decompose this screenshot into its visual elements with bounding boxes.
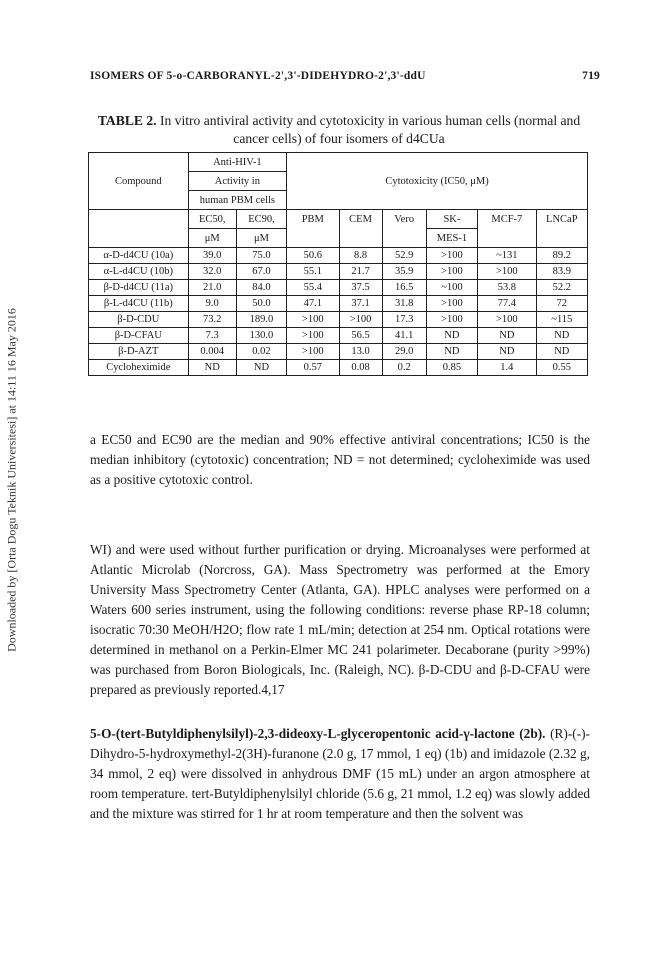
cell-pbm: 55.1 (287, 264, 339, 280)
cell-ec90: 84.0 (236, 280, 286, 296)
cell-pbm: 47.1 (287, 296, 339, 312)
cell-compound: α-D-d4CU (10a) (89, 248, 189, 264)
cell-cem: 37.5 (339, 280, 382, 296)
running-header (90, 70, 600, 82)
table-row (89, 296, 588, 312)
header-sk-line1: SK- (426, 210, 477, 229)
cell-compound: β-D-d4CU (11a) (89, 280, 189, 296)
cell-mcf7: ~131 (478, 248, 537, 264)
cell-ec50: 9.0 (188, 296, 236, 312)
table-row (89, 360, 588, 376)
header-ec90: EC90, (236, 210, 286, 229)
cell-lncap: 89.2 (536, 248, 587, 264)
cell-ec90: 50.0 (236, 296, 286, 312)
cell-sk: ND (426, 328, 477, 344)
table-caption (92, 112, 586, 148)
table-caption-text: In vitro antiviral activity and cytotoxicity in various human cells (normal and cancer cells) of four isomers of d4CUa (159, 113, 581, 146)
cell-vero: 41.1 (382, 328, 426, 344)
cell-sk: >100 (426, 312, 477, 328)
cell-compound: β-D-CDU (89, 312, 189, 328)
download-stamp (2, 270, 22, 690)
section-text: (R)-(-)-Dihydro-5-hydroxymethyl-2(3H)-furanone (2.0 g, 17 mmol, 1 eq) (1b) and imidazole (2.32 g, 34 mmol, 2 eq) were dissolved in anhydrous DMF (15 mL) under an argon atmosphere at room temperature. tert-Butyldiphenylsilyl chloride (5.6 g, 21 mmol, 1.2 eq) was slowly added and the mixture was stirred for 1 hr at room temperature and then the solvent was (90, 726, 590, 821)
header-ec50-unit: μM (188, 229, 236, 248)
cell-mcf7: 1.4 (478, 360, 537, 376)
cell-cem: 56.5 (339, 328, 382, 344)
cell-lncap: ND (536, 344, 587, 360)
body-paragraph-1: WI) and were used without further purification or drying. Microanalyses were performed at Atlantic Microlab (Norcross, GA). Mass Spectrometry was performed at the Emory University Mass Spectrometry Center (Atlanta, GA). HPLC analyses were performed on a Waters 600 series instrument, using the following conditions: reverse phase RP-18 column; isocratic 70:30 MeOH/H2O; flow rate 1 mL/min; detection at 254 nm. Optical rotations were determined in methanol on a Perkin-Elmer MC 241 polarimeter. Decaborane (purity >99%) was purchased from Boron Biologicals, Inc. (Raleigh, NC). β-D-CDU and β-D-CFAU were prepared as previously reported.4,17 (90, 542, 590, 697)
header-lncap: LNCaP (536, 210, 587, 248)
cell-compound: α-L-d4CU (10b) (89, 264, 189, 280)
table-row (89, 280, 588, 296)
cell-lncap: 0.55 (536, 360, 587, 376)
cell-cem: 37.1 (339, 296, 382, 312)
section-title: 5-O-(tert-Butyldiphenylsilyl)-2,3-dideoxy-L-glyceropentonic acid-γ-lactone (2b). (90, 726, 546, 741)
cell-mcf7: >100 (478, 264, 537, 280)
table-row (89, 264, 588, 280)
cell-pbm: >100 (287, 328, 339, 344)
cell-ec90: 75.0 (236, 248, 286, 264)
body-text (90, 540, 590, 824)
cell-compound: β-D-CFAU (89, 328, 189, 344)
cell-compound: β-D-AZT (89, 344, 189, 360)
table-row (89, 344, 588, 360)
table-row (89, 328, 588, 344)
cell-cem: 0.08 (339, 360, 382, 376)
header-cytotoxicity: Cytotoxicity (IC50, μM) (287, 153, 588, 210)
cell-ec50: 32.0 (188, 264, 236, 280)
cell-lncap: 52.2 (536, 280, 587, 296)
table-row (89, 312, 588, 328)
download-stamp-text: Downloaded by [Orta Dogu Teknik Universitesi] at 14:11 16 May 2016 (4, 308, 19, 652)
header-compound: Compound (89, 153, 189, 210)
footnote-text: a EC50 and EC90 are the median and 90% effective antiviral concentrations; IC50 is the median inhibitory (cytotoxic) concentration; ND = not determined; cycloheximide was used as a positive cytotoxic control. (90, 432, 590, 487)
cell-pbm: 50.6 (287, 248, 339, 264)
cell-vero: 31.8 (382, 296, 426, 312)
cell-pbm: >100 (287, 312, 339, 328)
header-anti-hiv-line1: Anti-HIV-1 (188, 153, 287, 172)
results-table (88, 152, 588, 376)
cell-lncap: ~115 (536, 312, 587, 328)
cell-vero: 16.5 (382, 280, 426, 296)
header-cem: CEM (339, 210, 382, 248)
cell-ec90: ND (236, 360, 286, 376)
cell-mcf7: 53.8 (478, 280, 537, 296)
cell-sk: ND (426, 344, 477, 360)
table-caption-label: TABLE 2. (97, 113, 157, 128)
header-anti-hiv-line3: human PBM cells (188, 191, 287, 210)
header-ec50: EC50, (188, 210, 236, 229)
cell-compound: β-L-d4CU (11b) (89, 296, 189, 312)
body-paragraph-2 (90, 724, 590, 824)
cell-ec50: 0.004 (188, 344, 236, 360)
header-ec90-unit: μM (236, 229, 286, 248)
cell-mcf7: 77.4 (478, 296, 537, 312)
cell-sk: ~100 (426, 280, 477, 296)
cell-ec90: 130.0 (236, 328, 286, 344)
running-title: ISOMERS OF 5-o-CARBORANYL-2',3'-DIDEHYDRO-2',3'-ddU (90, 70, 426, 82)
cell-vero: 35.9 (382, 264, 426, 280)
cell-pbm: 55.4 (287, 280, 339, 296)
header-anti-hiv-line2: Activity in (188, 172, 287, 191)
cell-vero: 52.9 (382, 248, 426, 264)
header-sk-line2: MES-1 (426, 229, 477, 248)
cell-compound: Cycloheximide (89, 360, 189, 376)
header-vero: Vero (382, 210, 426, 248)
cell-ec50: 7.3 (188, 328, 236, 344)
cell-vero: 29.0 (382, 344, 426, 360)
cell-ec90: 0.02 (236, 344, 286, 360)
cell-ec90: 67.0 (236, 264, 286, 280)
cell-cem: >100 (339, 312, 382, 328)
cell-sk: >100 (426, 248, 477, 264)
cell-cem: 8.8 (339, 248, 382, 264)
cell-pbm: >100 (287, 344, 339, 360)
cell-sk: 0.85 (426, 360, 477, 376)
cell-ec90: 189.0 (236, 312, 286, 328)
cell-cem: 13.0 (339, 344, 382, 360)
cell-lncap: ND (536, 328, 587, 344)
table-row (89, 248, 588, 264)
cell-ec50: 21.0 (188, 280, 236, 296)
cell-lncap: 72 (536, 296, 587, 312)
header-mcf7: MCF-7 (478, 210, 537, 248)
cell-cem: 21.7 (339, 264, 382, 280)
cell-mcf7: >100 (478, 312, 537, 328)
cell-lncap: 83.9 (536, 264, 587, 280)
cell-ec50: 73.2 (188, 312, 236, 328)
cell-vero: 17.3 (382, 312, 426, 328)
cell-ec50: ND (188, 360, 236, 376)
cell-mcf7: ND (478, 344, 537, 360)
cell-mcf7: ND (478, 328, 537, 344)
header-compound-blank (89, 210, 189, 248)
table-footnote (90, 430, 590, 490)
cell-vero: 0.2 (382, 360, 426, 376)
header-pbm: PBM (287, 210, 339, 248)
cell-sk: >100 (426, 264, 477, 280)
cell-pbm: 0.57 (287, 360, 339, 376)
cell-sk: >100 (426, 296, 477, 312)
cell-ec50: 39.0 (188, 248, 236, 264)
page-number: 719 (582, 70, 600, 82)
